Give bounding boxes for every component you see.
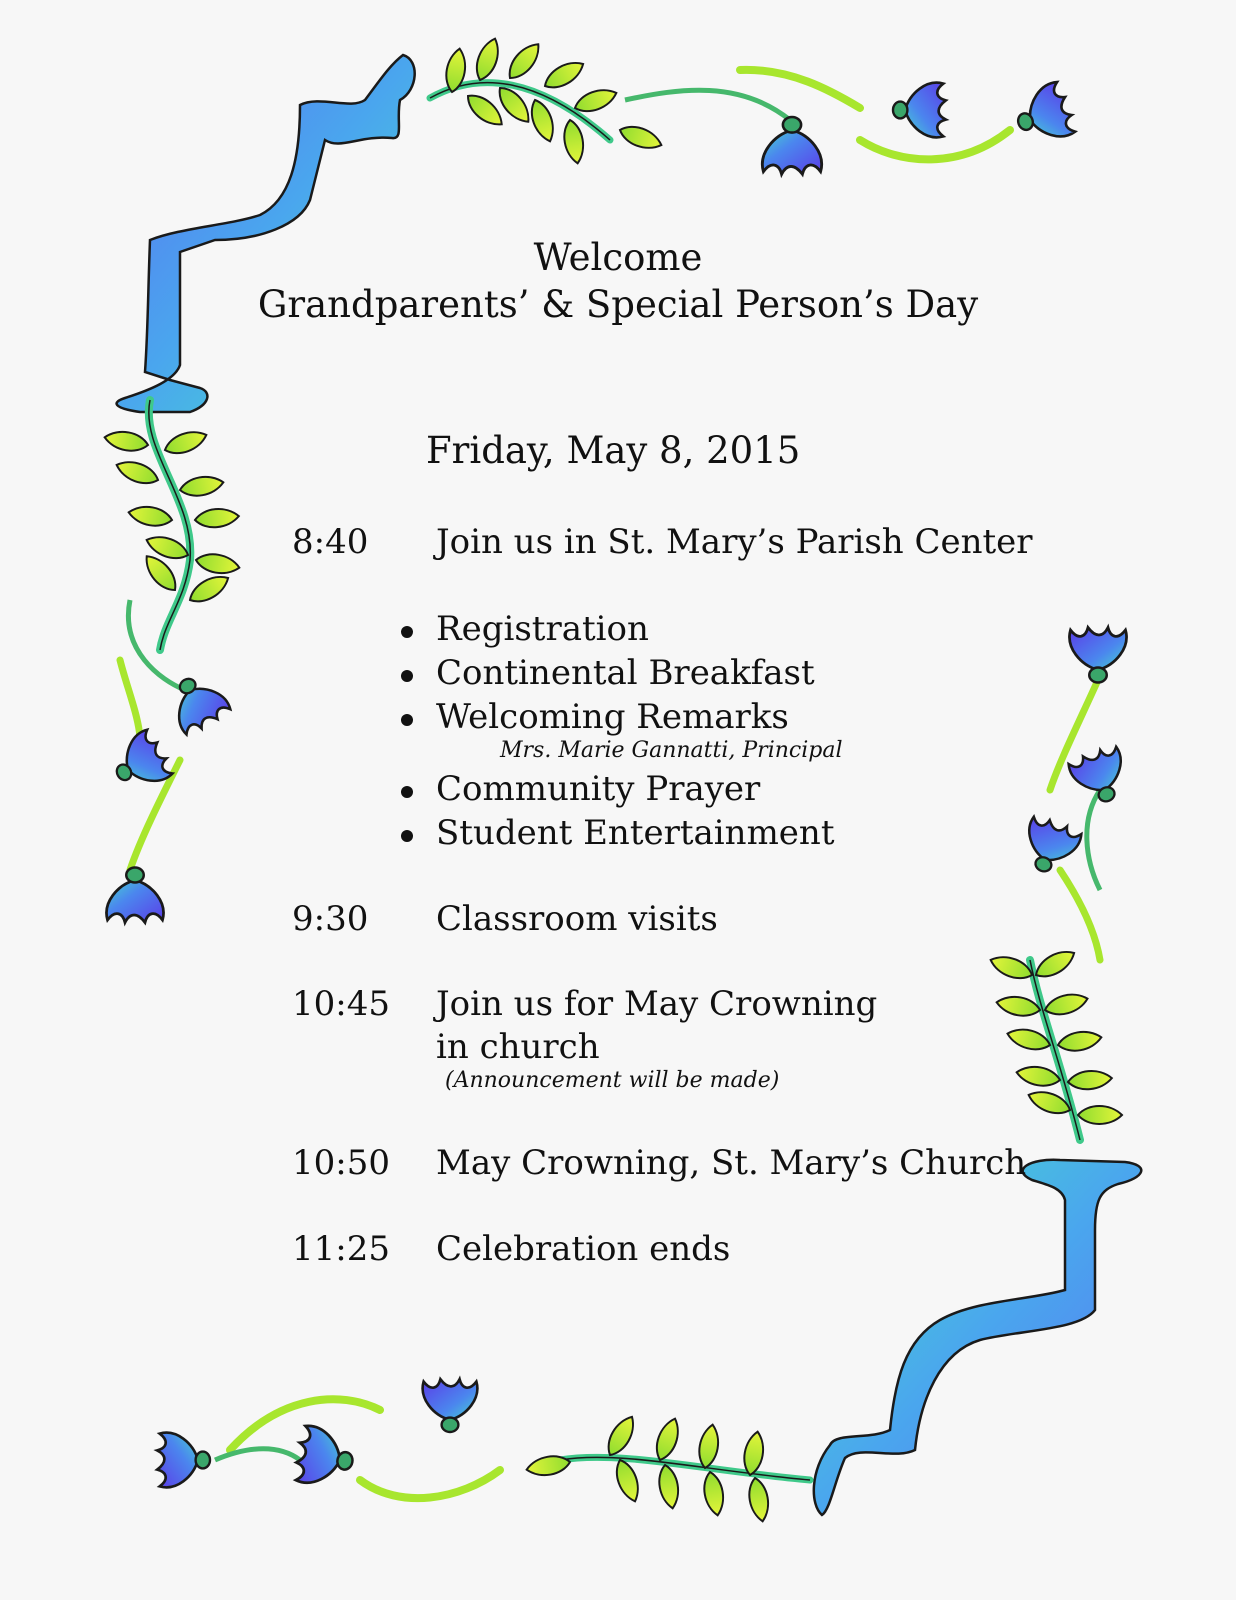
bullet-icon (401, 786, 413, 798)
schedule-description-continued: in church (436, 1027, 600, 1067)
list-item: Student Entertainment (436, 813, 835, 853)
schedule-time: 10:50 (292, 1143, 390, 1183)
bottom-right-bracket (814, 1160, 1141, 1515)
list-item: Continental Breakfast (436, 653, 815, 693)
speaker-note: Mrs. Marie Gannatti, Principal (500, 738, 843, 763)
list-item: Community Prayer (436, 769, 761, 809)
welcome-heading: Welcome (533, 236, 703, 279)
event-title: Grandparents’ & Special Person’s Day (257, 283, 979, 326)
bullet-icon (401, 626, 413, 638)
schedule-description: May Crowning, St. Mary’s Church (436, 1143, 1027, 1183)
schedule-description: Join us in St. Mary’s Parish Center (436, 522, 1033, 562)
schedule-description: Join us for May Crowning (436, 984, 878, 1024)
announcement-note: (Announcement will be made) (445, 1068, 780, 1093)
schedule-time: 9:30 (292, 899, 369, 939)
top-left-bracket (117, 55, 415, 412)
list-item: Registration (436, 609, 649, 649)
event-date: Friday, May 8, 2015 (426, 429, 801, 472)
schedule-time: 11:25 (292, 1229, 390, 1269)
schedule-time: 8:40 (292, 522, 369, 562)
schedule-description: Classroom visits (436, 899, 718, 939)
bullet-icon (401, 714, 413, 726)
bullet-icon (401, 670, 413, 682)
schedule-time: 10:45 (292, 984, 390, 1024)
bullet-icon (401, 830, 413, 842)
schedule-description: Celebration ends (436, 1229, 731, 1269)
list-item: Welcoming Remarks (436, 697, 789, 737)
